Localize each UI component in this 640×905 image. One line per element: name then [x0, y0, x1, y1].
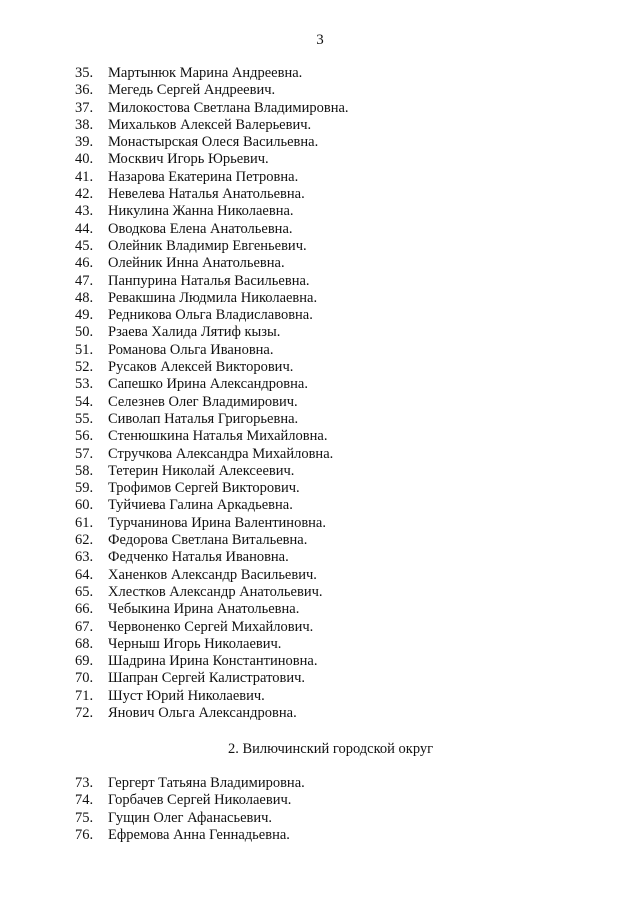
person-name: Рзаева Халида Лятиф кызы.	[108, 324, 281, 341]
list-item	[0, 792, 640, 809]
item-number: 49.	[75, 307, 94, 324]
person-name: Романова Ольга Ивановна.	[108, 341, 274, 358]
list-item	[0, 290, 640, 307]
list-item	[0, 567, 640, 584]
person-name: Гущин Олег Афанасьевич.	[108, 809, 273, 826]
person-name: Панпурина Наталья Васильевна.	[108, 272, 310, 289]
item-number: 58.	[75, 462, 94, 479]
person-name: Сапешко Ирина Александровна.	[108, 376, 308, 393]
list-item	[0, 359, 640, 376]
item-number: 41.	[75, 168, 94, 185]
list-item	[0, 100, 640, 117]
person-name: Турчанинова Ирина Валентиновна.	[108, 514, 326, 531]
list-item	[0, 186, 640, 203]
item-number: 60.	[75, 497, 94, 514]
person-name: Мегедь Сергей Андреевич.	[108, 82, 276, 99]
item-number: 62.	[75, 532, 94, 549]
list-item	[0, 584, 640, 601]
person-name: Стручкова Александра Михайловна.	[108, 445, 334, 462]
item-number: 61.	[75, 514, 94, 531]
list-item	[0, 117, 640, 134]
list-item	[0, 376, 640, 393]
person-name: Федорова Светлана Витальевна.	[108, 532, 308, 549]
item-number: 56.	[75, 428, 94, 445]
list-item	[0, 273, 640, 290]
item-number: 71.	[75, 687, 94, 704]
item-number: 70.	[75, 670, 94, 687]
list-item	[0, 169, 640, 186]
list-item	[0, 810, 640, 827]
item-number: 65.	[75, 583, 94, 600]
item-number: 74.	[75, 792, 94, 809]
list-item	[0, 532, 640, 549]
person-name: Трофимов Сергей Викторович.	[108, 480, 300, 497]
item-number: 59.	[75, 480, 94, 497]
person-name: Милокостова Светлана Владимировна.	[108, 99, 349, 116]
item-number: 37.	[75, 99, 94, 116]
person-name: Черныш Игорь Николаевич.	[108, 635, 282, 652]
item-number: 45.	[75, 237, 94, 254]
person-name: Шапран Сергей Калистратович.	[108, 670, 306, 687]
list-item	[0, 653, 640, 670]
item-number: 66.	[75, 601, 94, 618]
person-name: Олейник Инна Анатольевна.	[108, 255, 285, 272]
item-number: 40.	[75, 151, 94, 168]
list-item	[0, 203, 640, 220]
person-name: Гергерт Татьяна Владимировна.	[108, 775, 305, 791]
list-item	[0, 549, 640, 566]
person-list	[0, 65, 640, 722]
item-number: 68.	[75, 635, 94, 652]
person-name: Ревакшина Людмила Николаевна.	[108, 289, 318, 306]
person-name: Назарова Екатерина Петровна.	[108, 168, 299, 185]
list-item	[0, 827, 640, 844]
item-number: 39.	[75, 134, 94, 151]
item-number: 44.	[75, 220, 94, 237]
list-item	[0, 394, 640, 411]
person-name: Оводкова Елена Анатольевна.	[108, 220, 293, 237]
list-item	[0, 480, 640, 497]
item-number: 54.	[75, 393, 94, 410]
page-number: 3	[316, 32, 324, 48]
person-name: Михальков Алексей Валерьевич.	[108, 116, 312, 133]
person-name: Никулина Жанна Николаевна.	[108, 203, 294, 220]
list-item	[0, 446, 640, 463]
person-name: Ханенков Александр Васильевич.	[108, 566, 317, 583]
person-name: Шуст Юрий Николаевич.	[108, 687, 265, 704]
item-number: 47.	[75, 272, 94, 289]
person-name: Тетерин Николай Алексеевич.	[108, 462, 295, 479]
list-item	[0, 670, 640, 687]
item-number: 42.	[75, 186, 94, 203]
item-number: 69.	[75, 653, 94, 670]
person-name: Монастырская Олеся Васильевна.	[108, 134, 319, 151]
item-number: 36.	[75, 82, 94, 99]
person-name: Русаков Алексей Викторович.	[108, 359, 294, 376]
item-number: 72.	[75, 704, 94, 721]
person-name: Москвич Игорь Юрьевич.	[108, 151, 269, 168]
person-name: Шадрина Ирина Константиновна.	[108, 653, 318, 670]
list-item	[0, 221, 640, 238]
list-item	[0, 342, 640, 359]
list-item	[0, 601, 640, 618]
person-name: Федченко Наталья Ивановна.	[108, 549, 289, 566]
item-number: 63.	[75, 549, 94, 566]
list-item	[0, 238, 640, 255]
person-list	[0, 775, 640, 844]
person-name: Стенюшкина Наталья Михайловна.	[108, 428, 328, 445]
person-name: Хлестков Александр Анатольевич.	[108, 583, 323, 600]
list-item	[0, 497, 640, 514]
person-name: Ефремова Анна Геннадьевна.	[108, 826, 290, 843]
list-item	[0, 82, 640, 99]
item-number: 46.	[75, 255, 94, 272]
list-item	[0, 151, 640, 168]
person-name: Червоненко Сергей Михайлович.	[108, 618, 314, 635]
list-item	[0, 688, 640, 705]
item-number: 53.	[75, 376, 94, 393]
person-name: Олейник Владимир Евгеньевич.	[108, 237, 307, 254]
list-item	[0, 515, 640, 532]
person-name: Чебыкина Ирина Анатольевна.	[108, 601, 300, 618]
item-number: 48.	[75, 289, 94, 306]
item-number: 35.	[75, 65, 94, 81]
person-name: Янович Ольга Александровна.	[108, 704, 297, 721]
list-item	[0, 307, 640, 324]
item-number: 43.	[75, 203, 94, 220]
item-number: 75.	[75, 809, 94, 826]
item-number: 51.	[75, 341, 94, 358]
list-item	[0, 428, 640, 445]
item-number: 64.	[75, 566, 94, 583]
list-item	[0, 463, 640, 480]
person-name: Сиволап Наталья Григорьевна.	[108, 410, 299, 427]
item-number: 50.	[75, 324, 94, 341]
item-number: 67.	[75, 618, 94, 635]
person-name: Редникова Ольга Владиславовна.	[108, 307, 313, 324]
list-item	[0, 324, 640, 341]
list-item	[0, 619, 640, 636]
item-number: 73.	[75, 775, 94, 791]
person-name: Туйчиева Галина Аркадьевна.	[108, 497, 293, 514]
list-item	[0, 775, 640, 792]
item-number: 76.	[75, 826, 94, 843]
person-name: Горбачев Сергей Николаевич.	[108, 792, 292, 809]
item-number: 52.	[75, 359, 94, 376]
list-item	[0, 705, 640, 722]
item-number: 57.	[75, 445, 94, 462]
person-name: Селезнев Олег Владимирович.	[108, 393, 298, 410]
list-item	[0, 255, 640, 272]
person-name: Невелева Наталья Анатольевна.	[108, 186, 305, 203]
section-heading: 2. Вилючинский городской округ	[228, 741, 434, 757]
list-item	[0, 134, 640, 151]
item-number: 38.	[75, 116, 94, 133]
item-number: 55.	[75, 410, 94, 427]
list-item	[0, 65, 640, 82]
list-item	[0, 411, 640, 428]
person-name: Мартынюк Марина Андреевна.	[108, 65, 303, 81]
list-item	[0, 636, 640, 653]
